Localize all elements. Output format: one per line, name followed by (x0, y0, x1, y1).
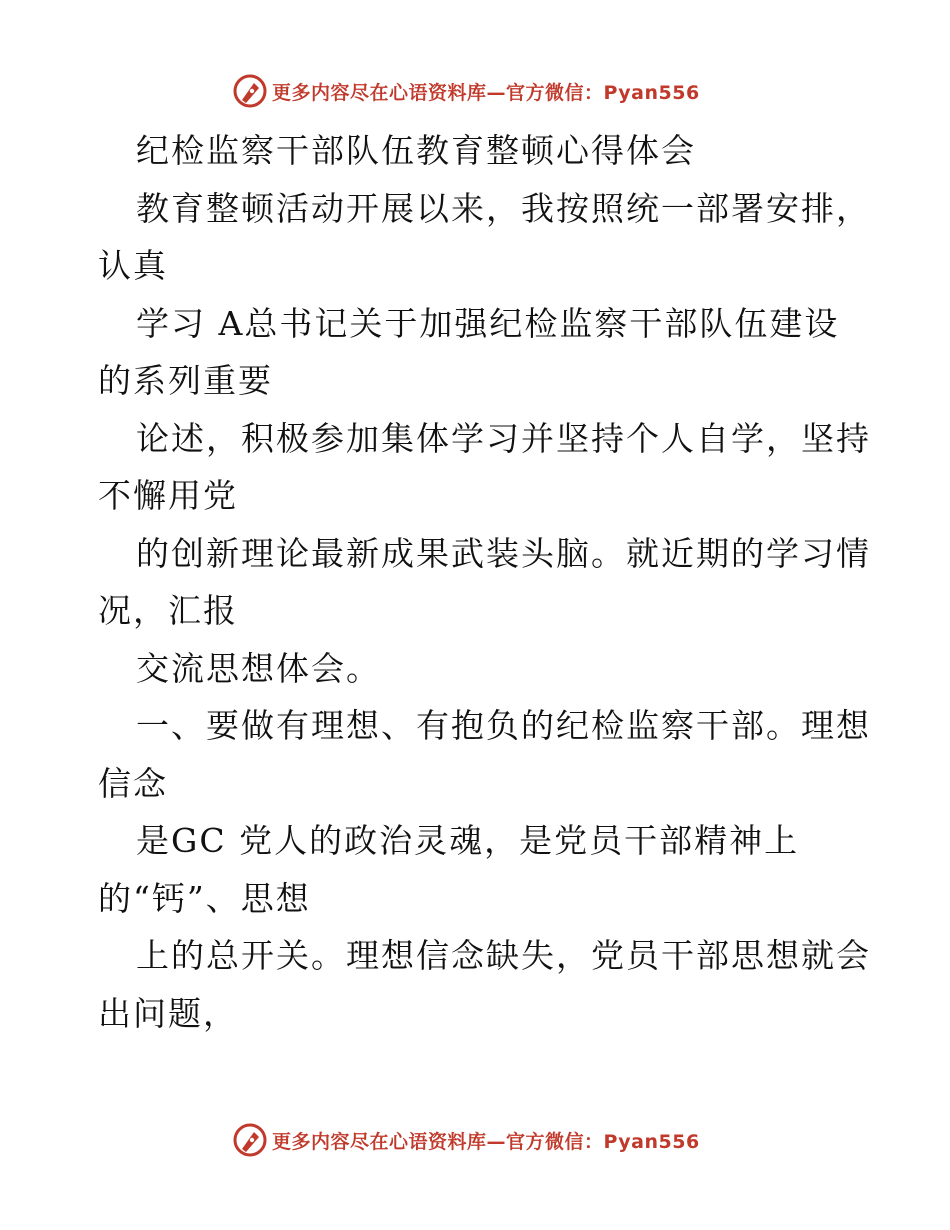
text-line: 是GC 党人的政治灵魂，是党员干部精神上 (136, 821, 800, 860)
text-line: 不懈用党 (98, 476, 238, 515)
footer-brand (232, 1120, 700, 1160)
text-line: 况，汇报 (98, 591, 238, 630)
text-line: 学习 A总书记关于加强纪检监察干部队伍建设 (136, 303, 840, 343)
document-body (98, 122, 871, 1042)
text-line: 出问题， (98, 993, 238, 1033)
text-line: 上的总开关。理想信念缺失，党员干部思想就会 (136, 936, 871, 975)
pen-nib-logo-icon (232, 1122, 268, 1158)
pen-nib-logo-icon (232, 73, 268, 109)
text-line: 认真 (98, 246, 168, 285)
text-line: 一、要做有理想、有抱负的纪检监察干部。理想 (136, 706, 871, 745)
text-line: 教育整顿活动开展以来，我按照统一部署安排， (136, 188, 871, 228)
text-line: 交流思想体会。 (136, 648, 381, 688)
text-line: 的系列重要 (98, 361, 273, 400)
text-line: 论述，积极参加集体学习并坚持个人自学，坚持 (136, 418, 871, 458)
header-brand-text: 更多内容尽在心语资料库—官方微信：Pyan556 (272, 81, 700, 104)
text-line: 的“钙”、思想 (98, 878, 311, 918)
footer-brand-text: 更多内容尽在心语资料库—官方微信：Pyan556 (272, 1130, 700, 1153)
text-line: 信念 (98, 763, 168, 803)
text-line: 的创新理论最新成果武装头脑。就近期的学习情 (136, 533, 871, 573)
document-title: 纪检监察干部队伍教育整顿心得体会 (136, 131, 696, 170)
header-brand (232, 71, 700, 111)
